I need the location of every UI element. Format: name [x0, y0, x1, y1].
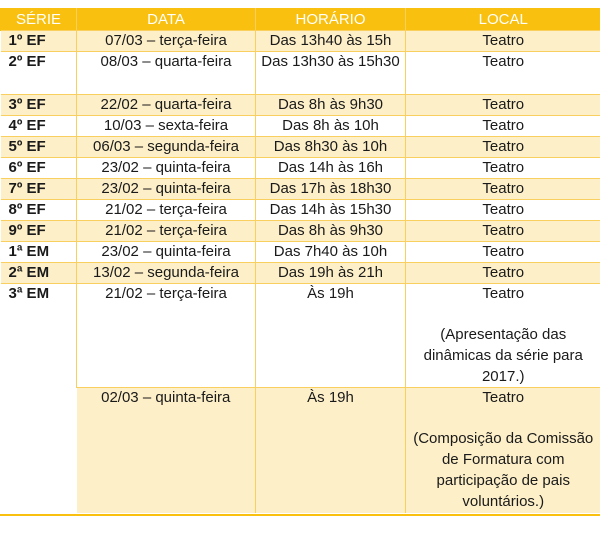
- header-local: LOCAL: [406, 8, 600, 31]
- cell-local: Teatro: [406, 137, 600, 158]
- cell-local: [406, 284, 600, 388]
- table-row: [1, 52, 600, 95]
- cell-data: 21/02 – terça-feira: [77, 200, 256, 221]
- table-row: [1, 221, 600, 242]
- cell-local: Teatro: [406, 95, 600, 116]
- cell-data: 13/02 – segunda-feira: [77, 263, 256, 284]
- cell-data: 06/03 – segunda-feira: [77, 137, 256, 158]
- cell-serie: 4º EF: [1, 116, 77, 137]
- table-row: [1, 116, 600, 137]
- cell-serie: 3ª EM: [1, 284, 77, 514]
- table-row: [1, 263, 600, 284]
- header-horario: HORÁRIO: [256, 8, 406, 31]
- cell-horario: Das 14h às 16h: [256, 158, 406, 179]
- cell-serie: 7º EF: [1, 179, 77, 200]
- cell-serie: 2º EF: [1, 52, 77, 95]
- cell-data: 07/03 – terça-feira: [77, 31, 256, 52]
- header-serie: SÉRIE: [1, 8, 77, 31]
- cell-serie: 9º EF: [1, 221, 77, 242]
- local-label: Teatro: [482, 285, 525, 302]
- cell-local: Teatro: [406, 200, 600, 221]
- cell-serie: 1ª EM: [1, 242, 77, 263]
- cell-local: Teatro: [406, 116, 600, 137]
- cell-horario: Às 19h: [256, 284, 406, 388]
- cell-local: [406, 388, 600, 514]
- session-note: (Apresentação das dinâmicas da série para 2017.): [423, 326, 583, 385]
- cell-local: Teatro: [406, 179, 600, 200]
- table-row-3em-session-1: [1, 284, 600, 388]
- cell-serie: 3º EF: [1, 95, 77, 116]
- local-label: Teatro: [482, 389, 525, 406]
- cell-serie: 6º EF: [1, 158, 77, 179]
- cell-local: Teatro: [406, 263, 600, 284]
- table-row: [1, 95, 600, 116]
- cell-horario: Das 8h às 9h30: [256, 95, 406, 116]
- cell-data: 23/02 – quinta-feira: [77, 158, 256, 179]
- cell-local: Teatro: [406, 52, 600, 95]
- cell-serie: 1º EF: [1, 31, 77, 52]
- cell-local: Teatro: [406, 221, 600, 242]
- table-row: [1, 200, 600, 221]
- cell-local: Teatro: [406, 31, 600, 52]
- cell-horario: Das 7h40 às 10h: [256, 242, 406, 263]
- cell-local: Teatro: [406, 158, 600, 179]
- cell-horario: Das 8h às 10h: [256, 116, 406, 137]
- cell-horario: Das 14h às 15h30: [256, 200, 406, 221]
- table-row: [1, 31, 600, 52]
- cell-horario: Das 13h40 às 15h: [256, 31, 406, 52]
- cell-data: 23/02 – quinta-feira: [77, 179, 256, 200]
- table-bottom-border: [0, 514, 600, 516]
- cell-data: 22/02 – quarta-feira: [77, 95, 256, 116]
- table-row: [1, 179, 600, 200]
- cell-serie: 8º EF: [1, 200, 77, 221]
- header-data: DATA: [77, 8, 256, 31]
- session-note: (Composição da Comissão de Formatura com participação de pais voluntários.): [413, 430, 594, 510]
- cell-horario: Das 13h30 às 15h30: [256, 52, 406, 95]
- cell-horario: Das 8h às 9h30: [256, 221, 406, 242]
- cell-local: Teatro: [406, 242, 600, 263]
- header-row: [1, 8, 600, 31]
- cell-serie: 5º EF: [1, 137, 77, 158]
- schedule-table: [0, 8, 600, 513]
- cell-horario: Das 19h às 21h: [256, 263, 406, 284]
- cell-horario: Às 19h: [256, 388, 406, 514]
- cell-data: 10/03 – sexta-feira: [77, 116, 256, 137]
- cell-data: 21/02 – terça-feira: [77, 221, 256, 242]
- table-row: [1, 242, 600, 263]
- cell-horario: Das 17h às 18h30: [256, 179, 406, 200]
- table-row: [1, 158, 600, 179]
- table-row: [1, 137, 600, 158]
- cell-data: 23/02 – quinta-feira: [77, 242, 256, 263]
- table-row-3em-session-2: [1, 388, 600, 514]
- cell-serie: 2ª EM: [1, 263, 77, 284]
- cell-data: 21/02 – terça-feira: [77, 284, 256, 388]
- cell-data: 02/03 – quinta-feira: [77, 388, 256, 514]
- cell-horario: Das 8h30 às 10h: [256, 137, 406, 158]
- cell-data: 08/03 – quarta-feira: [77, 52, 256, 95]
